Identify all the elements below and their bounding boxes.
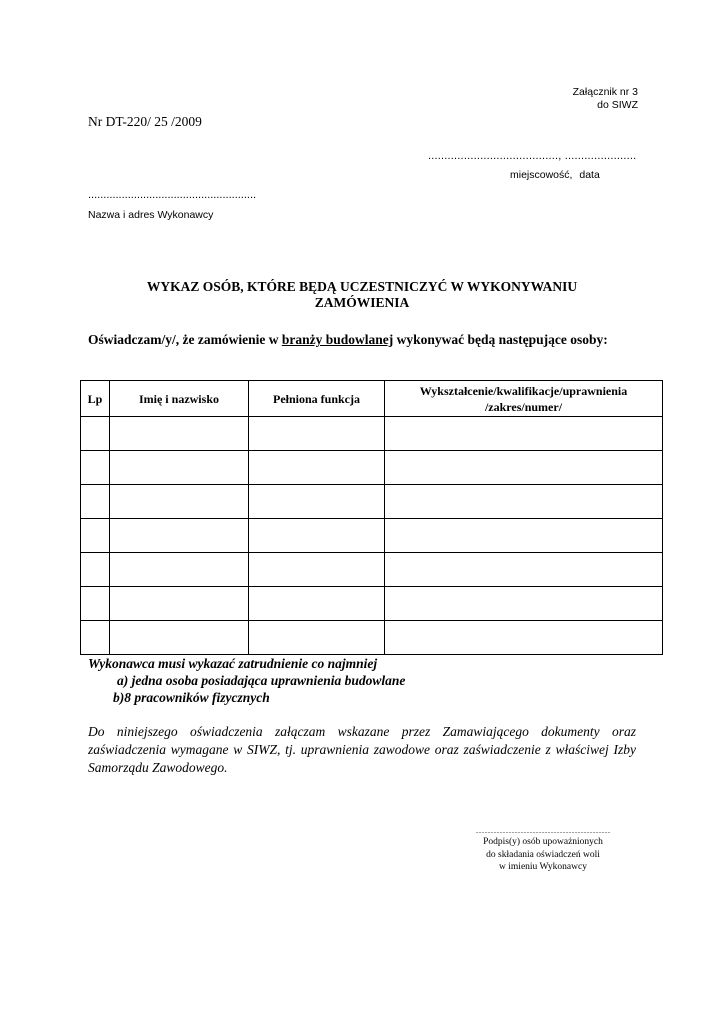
qualifications-cell[interactable] [385,451,663,485]
statement-text-start: Oświadczam/y/, że zamówienie w [88,332,282,347]
name-cell[interactable] [110,485,249,519]
lp-cell[interactable] [81,553,110,587]
header-function: Pełniona funkcja [249,381,385,417]
document-title [88,279,636,311]
people-table-body [81,417,663,655]
name-cell[interactable] [110,417,249,451]
header-qualifications-line-1: Wykształcenie/kwalifikacje/uprawnienia [419,383,628,398]
signature-block [462,829,624,874]
function-cell[interactable] [249,587,385,621]
function-cell[interactable] [249,621,385,655]
signature-label-3: w imieniu Wykonawcy [499,862,587,872]
statement [88,331,636,349]
table-row [81,553,663,587]
place-date-field: ........................................, ...................... [428,150,637,162]
people-table [80,380,663,655]
header-name: Imię i nazwisko [110,381,249,417]
requirements-intro: Wykonawca musi wykazać zatrudnienie co najmniej [88,656,378,671]
lp-cell[interactable] [81,485,110,519]
name-cell[interactable] [110,451,249,485]
signature-label-1: Podpis(y) osób upoważnionych [483,837,603,847]
attachment-reference: do SIWZ [597,99,638,111]
table-row [81,485,663,519]
lp-cell[interactable] [81,621,110,655]
table-header-row [81,381,663,417]
lp-cell[interactable] [81,587,110,621]
table-row [81,587,663,621]
requirement-b: b)8 pracowników fizycznych [113,690,270,705]
title-line-2: ZAMÓWIENIA [314,295,410,310]
statement-industry: branży budowlanej [281,332,394,347]
header-lp: Lp [81,381,110,417]
attachment-number: Załącznik nr 3 [572,86,638,98]
name-cell[interactable] [110,519,249,553]
function-cell[interactable] [249,553,385,587]
lp-cell[interactable] [81,519,110,553]
table-row [81,519,663,553]
signature-line: .......................................................................................... [475,829,611,835]
contractor-field: ....................................................... [88,189,257,201]
name-cell[interactable] [110,553,249,587]
contractor-label: Nazwa i adres Wykonawcy [88,209,214,221]
table-row [81,451,663,485]
table-row [81,621,663,655]
signature-label-2: do składania oświadczeń woli [486,849,600,860]
function-cell[interactable] [249,451,385,485]
lp-cell[interactable] [81,451,110,485]
document-reference-number: Nr DT-220/ 25 /2009 [88,114,202,129]
function-cell[interactable] [249,417,385,451]
qualifications-cell[interactable] [385,519,663,553]
statement-text-end: wykonywać będą następujące osoby: [393,332,608,347]
requirements [88,655,405,706]
requirement-a: a) jedna osoba posiadająca uprawnienia budowlane [117,673,406,688]
qualifications-cell[interactable] [385,417,663,451]
title-line-1: WYKAZ OSÓB, KTÓRE BĘDĄ UCZESTNICZYĆ W WYKONYWANIU [146,279,578,294]
qualifications-cell[interactable] [385,587,663,621]
function-cell[interactable] [249,519,385,553]
table-row [81,417,663,451]
name-cell[interactable] [110,587,249,621]
header-qualifications [385,381,663,417]
function-cell[interactable] [249,485,385,519]
attachment-note: Do niniejszego oświadczenia załączam wskazane przez Zamawiającego dokumenty oraz zaświadczenia wymagane w SIWZ, tj. uprawnienia zawodowe oraz zaświadczenie z właściwej Izby Samorządu Zawodowego. [88,724,636,775]
lp-cell[interactable] [81,417,110,451]
header-qualifications-line-2: /zakres/numer/ [484,399,563,414]
place-date-label: miejscowość, data [510,169,600,181]
qualifications-cell[interactable] [385,553,663,587]
qualifications-cell[interactable] [385,485,663,519]
name-cell[interactable] [110,621,249,655]
qualifications-cell[interactable] [385,621,663,655]
attachment-label [573,86,638,112]
